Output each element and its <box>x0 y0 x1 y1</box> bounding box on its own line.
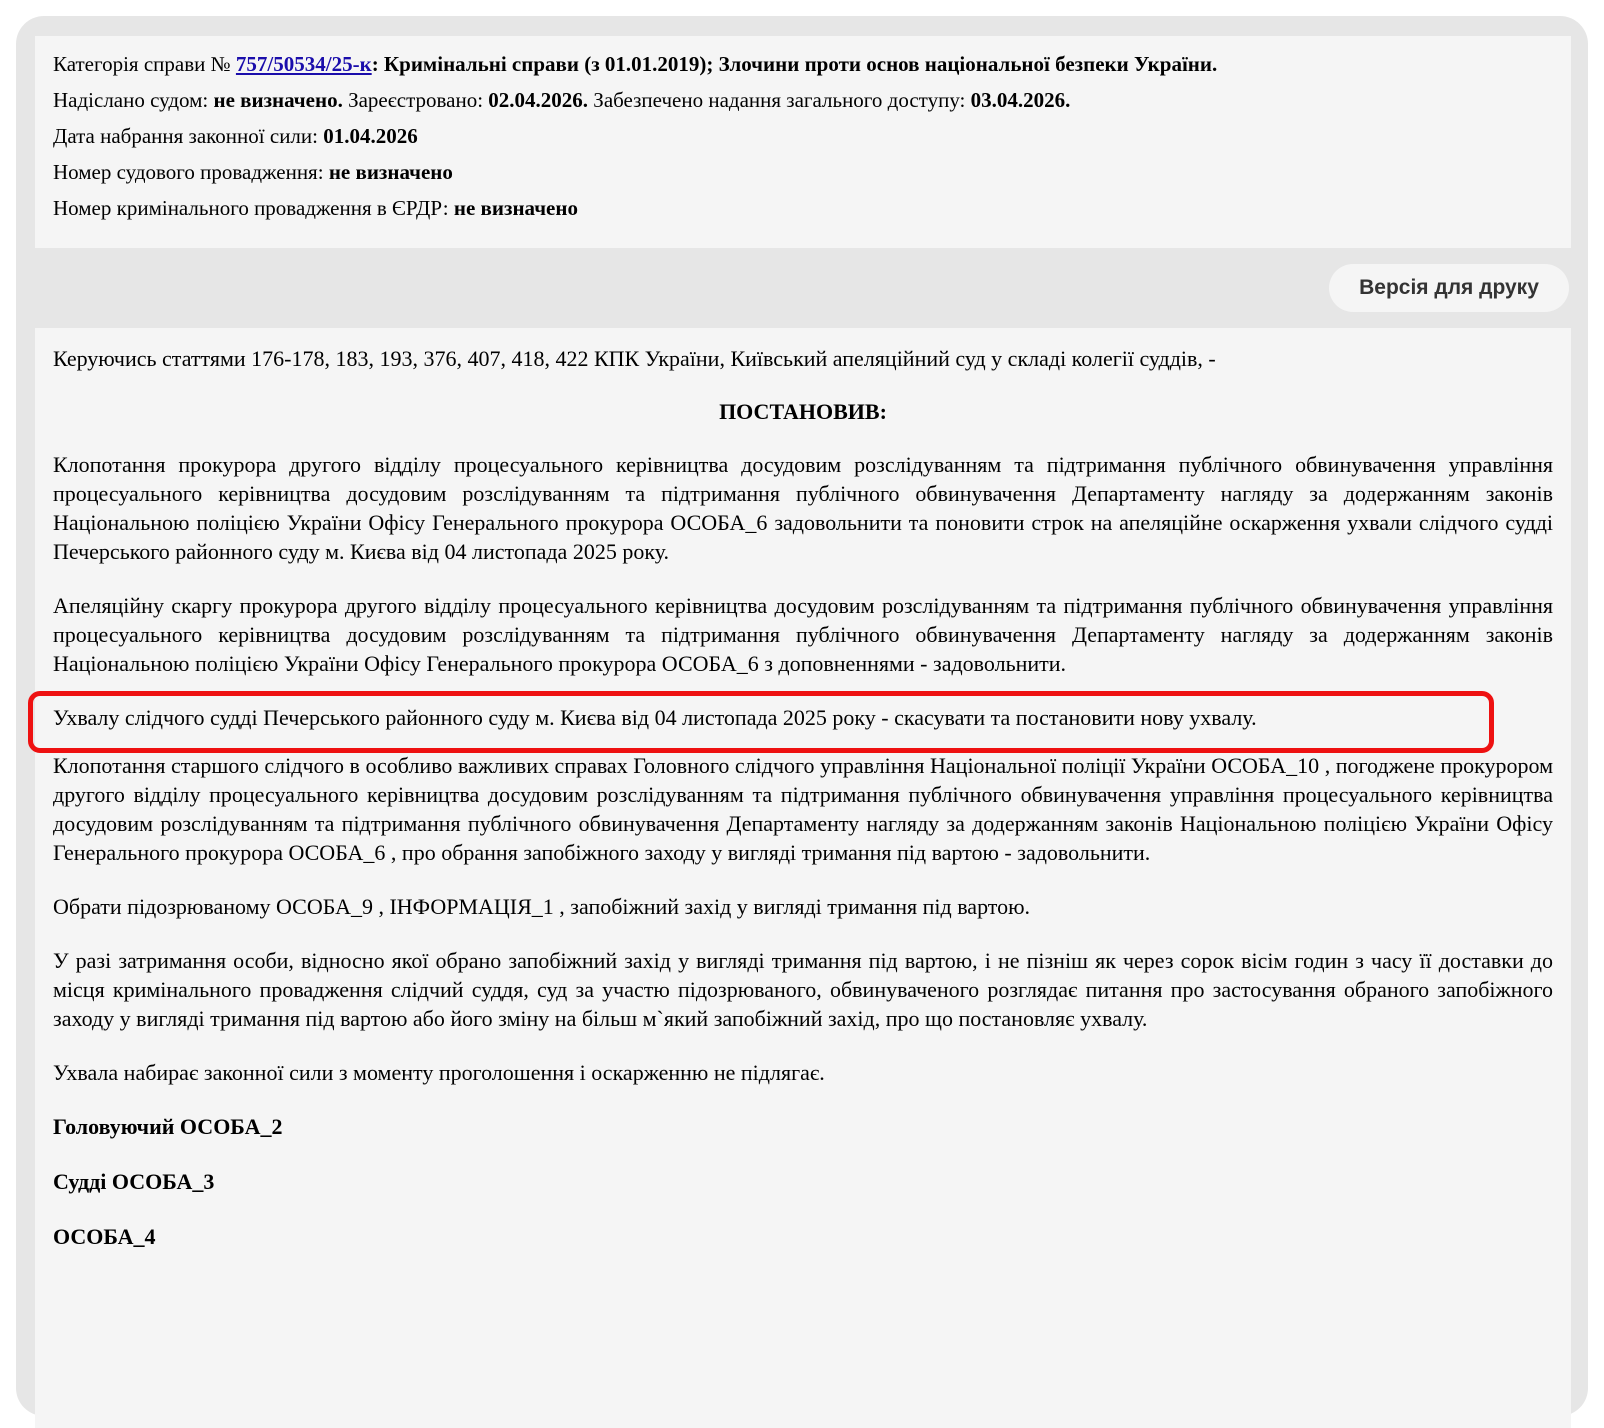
paragraph-6: У разі затримання особи, відносно якої обрано запобіжний захід у вигляді тримання під вартою, і не пізніш як через сорок вісім годин з часу її доставки до місця кримінального провадження слідчий суддя, суд за участю підозрюваного, обвинуваченого розглядає питання про застосування обраного запобіжного заходу у вигляді тримання під вартою або його зміну на більш м`який запобіжний захід, про що постановляє ухвалу. <box>53 948 1553 1031</box>
category-label: Категорія справи № <box>53 52 236 76</box>
resolution-heading: ПОСТАНОВИВ: <box>719 399 887 424</box>
erdr-label: Номер кримінального провадження в ЄРДР: <box>53 196 454 220</box>
paragraph-2: Апеляційну скаргу прокурора другого відділу процесуального керівництва досудовим розслідуванням та підтримання публічного обвинувачення управління процесуального керівництва досудовим розслідуванням та підтримання публічного обвинувачення Департаменту нагляду за додержанням законів Національною поліцією України Офісу Генерального прокурора ОСОБА_6 з доповненнями - задовольнити. <box>53 593 1553 676</box>
signature-presiding: Головуючий ОСОБА_2 <box>53 1114 283 1139</box>
effective-date-line <box>53 118 1553 154</box>
case-dates-line <box>53 82 1553 118</box>
registered-label: Зареєстровано: <box>342 88 489 112</box>
erdr-value: не визначено <box>453 196 578 220</box>
effective-value: 01.04.2026 <box>323 124 418 148</box>
case-metadata-panel <box>35 36 1571 248</box>
erdr-number-line <box>53 190 1553 226</box>
paragraph-7: Ухвала набирає законної сили з моменту проголошення і оскарженню не підлягає. <box>53 1060 825 1085</box>
paragraph-5: Обрати підозрюваному ОСОБА_9 , ІНФОРМАЦІЯ_1 , запобіжний захід у вигляді тримання під вартою. <box>53 894 1031 919</box>
case-category-line <box>53 46 1553 82</box>
effective-label: Дата набрання законної сили: <box>53 124 324 148</box>
registered-value: 02.04.2026. <box>488 88 589 112</box>
paragraph-3: Ухвалу слідчого судді Печерського районного суду м. Києва від 04 листопада 2025 року - скасувати та постановити нову ухвалу. <box>53 705 1257 730</box>
signature-judges: Судді ОСОБА_3 <box>53 1169 215 1194</box>
signature-judge-3: ОСОБА_4 <box>53 1224 156 1249</box>
page-frame <box>16 16 1588 1416</box>
paragraph-1: Клопотання прокурора другого відділу процесуального керівництва досудовим розслідуванням та підтримання публічного обвинувачення управління процесуального керівництва досудовим розслідуванням та підтримання публічного обвинувачення Департаменту нагляду за додержанням законів Національною поліцією України Офісу Генерального прокурора ОСОБА_6 задовольнити та поновити строк на апеляційне оскарження ухвали слідчого судді Печерського районного суду м. Києва від 04 листопада 2025 року. <box>53 452 1553 564</box>
case-number-link[interactable]: 757/50534/25-к <box>235 52 372 76</box>
highlighted-paragraph <box>53 703 1553 732</box>
intro-paragraph: Керуючись статтями 176-178, 183, 193, 376, 407, 418, 422 КПК України, Київський апеляційний суд у складі колегії суддів, - <box>53 346 1216 371</box>
document-body <box>35 328 1571 1428</box>
sent-label: Надіслано судом: <box>53 88 214 112</box>
access-value: 03.04.2026. <box>970 88 1071 112</box>
access-label: Забезпечено надання загального доступу: <box>588 88 971 112</box>
court-proceeding-value: не визначено <box>328 160 453 184</box>
sent-value: не визначено. <box>213 88 343 112</box>
court-proceeding-label: Номер судового провадження: <box>53 160 329 184</box>
print-version-button[interactable]: Версія для друку <box>1329 264 1569 312</box>
court-proceeding-line <box>53 154 1553 190</box>
category-value: : Кримінальні справи (з 01.01.2019); Злочини проти основ національної безпеки України. <box>371 52 1218 76</box>
paragraph-4: Клопотання старшого слідчого в особливо важливих справах Головного слідчого управління Національної поліції України ОСОБА_10 , погоджене прокурором другого відділу процесуального керівництва досудовим розслідуванням та підтримання публічного обвинувачення управління процесуального керівництва досудовим розслідуванням та підтримання публічного обвинувачення Департаменту нагляду за додержанням законів Національною поліцією України Офісу Генерального прокурора ОСОБА_6 , про обрання запобіжного заходу у вигляді тримання під вартою - задовольнити. <box>53 753 1553 865</box>
